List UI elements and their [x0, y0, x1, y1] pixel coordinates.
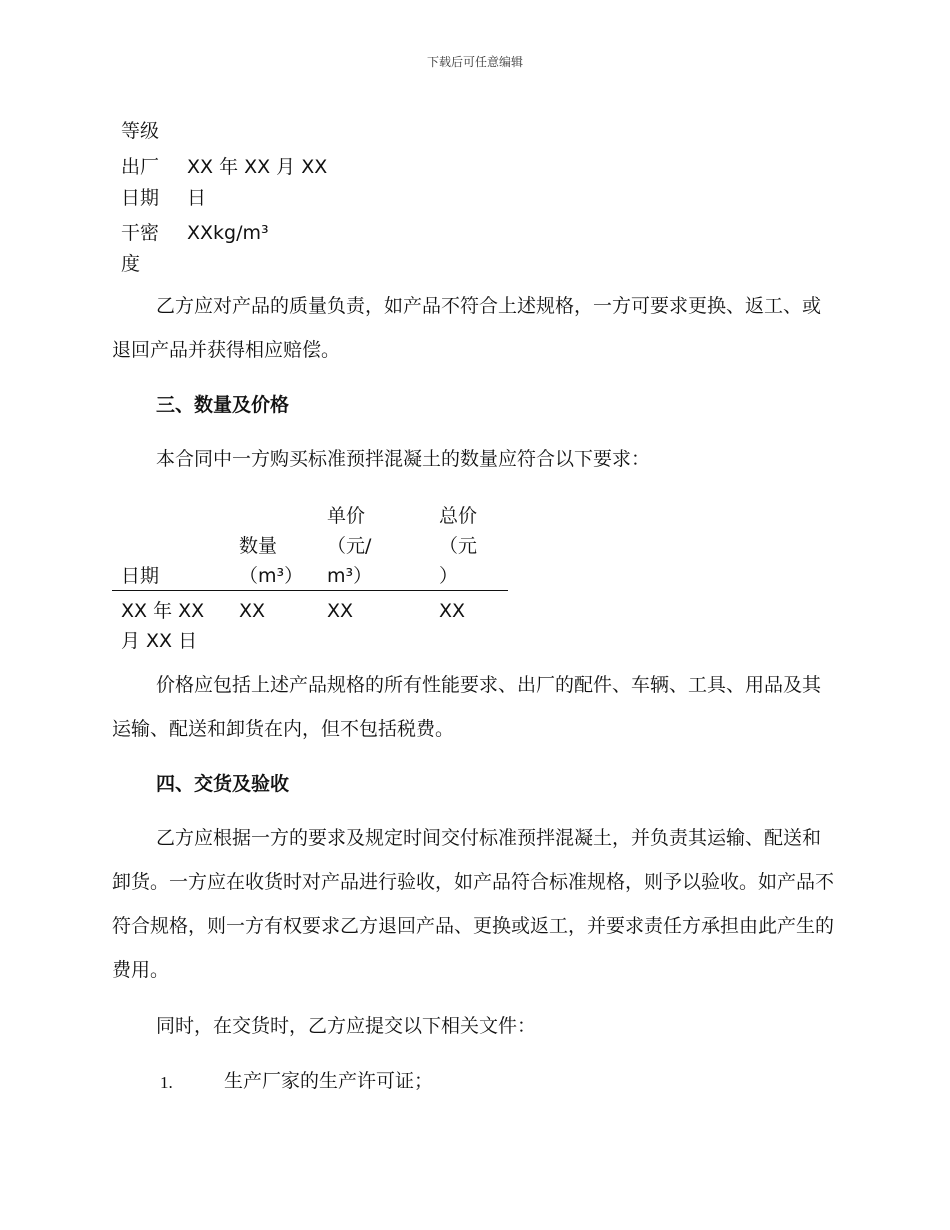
quantity-intro-paragraph: 本合同中一方购买标准预拌混凝土的数量应符合以下要求： — [156, 448, 651, 470]
table-cell-unit-price: XX — [327, 600, 354, 622]
table-cell-date: XX 年 XX — [121, 600, 205, 622]
table-header-total-unit: （元 — [439, 535, 478, 557]
delivery-paragraph: 乙方应根据一方的要求及规定时间交付标准预拌混凝土，并负责其运输、配送和卸货。一方应在收货时对产品进行验收，如产品符合标准规格，则予以验收。如产品不符合规格，则一方有权要求乙方退回产品、更换或返工，并要求责任方承担由此产生的费用。 — [112, 827, 835, 981]
spec-label: 出厂日期 — [121, 156, 160, 209]
table-header-date: 日期 — [121, 565, 160, 587]
spec-label: 干密度 — [121, 222, 160, 275]
spec-value: XXkg/m³ — [187, 222, 269, 244]
table-header-total: 总价 — [439, 505, 478, 527]
price-paragraph: 价格应包括上述产品规格的所有性能要求、出厂的配件、车辆、工具、用品及其运输、配送和卸货在内，但不包括税费。 — [112, 674, 822, 740]
spec-label: 等级 — [121, 120, 160, 142]
table-header-qty-unit: （m³） — [239, 565, 304, 587]
table-cell-total: XX — [439, 600, 466, 622]
table-header-qty: 数量 — [239, 535, 278, 557]
table-cell-qty: XX — [239, 600, 266, 622]
table-header-unit-price-unit: （元/ — [327, 535, 372, 557]
table-header-unit-price-unit2: m³） — [327, 565, 373, 587]
spec-value: XX 年 XX 月 XX 日 — [187, 156, 328, 209]
section-heading-delivery: 四、交货及验收 — [156, 773, 290, 795]
section-heading-quantity-price: 三、数量及价格 — [156, 394, 290, 416]
list-item-text: 生产厂家的生产许可证； — [224, 1070, 434, 1092]
documents-intro-paragraph: 同时，在交货时，乙方应提交以下相关文件： — [156, 1015, 537, 1037]
table-rule — [112, 590, 508, 591]
table-cell-date-cont: 月 XX 日 — [121, 630, 198, 652]
list-item-number: 1. — [160, 1073, 173, 1092]
table-header-unit-price: 单价 — [327, 505, 366, 527]
quality-paragraph: 乙方应对产品的质量负责，如产品不符合上述规格，一方可要求更换、返工、或退回产品并获得相应赔偿。 — [112, 295, 822, 361]
table-header-total-unit2: ） — [439, 565, 459, 587]
page-header: 下载后可任意编辑 — [426, 55, 523, 69]
